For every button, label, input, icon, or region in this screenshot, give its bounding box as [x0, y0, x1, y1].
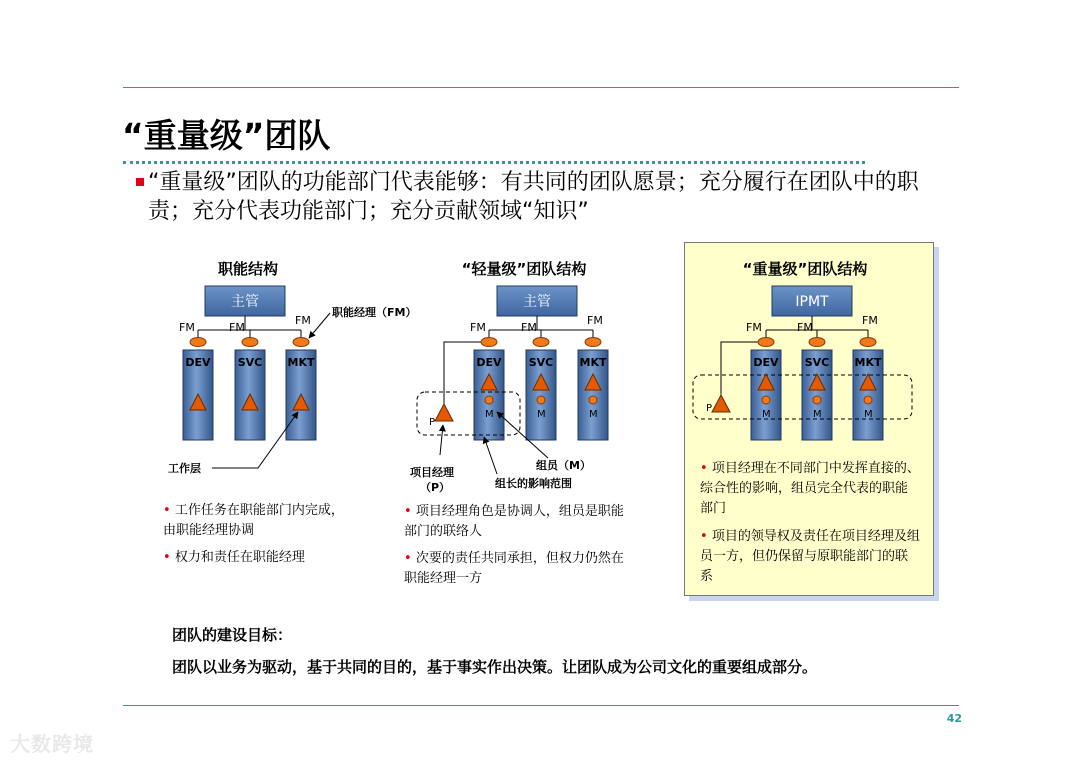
note-list — [404, 502, 636, 589]
note-item: • 项目经理角色是协调人，组员是职能部门的联络人 — [404, 504, 624, 539]
member-dot-icon — [537, 396, 545, 404]
page-number: 42 — [946, 712, 962, 725]
member-dot-icon — [485, 396, 493, 404]
head-label: IPMT — [795, 294, 829, 310]
member-label: M — [537, 409, 546, 420]
bullet-dot-icon: • — [700, 461, 712, 476]
functional-diagram — [168, 286, 416, 475]
member-callout: 组员（M） — [536, 459, 591, 472]
pm-triangle-icon — [712, 395, 730, 412]
dept-label: DEV — [185, 356, 211, 369]
diagram-title: “重量级”团队结构 — [742, 260, 868, 278]
dept-label: DEV — [476, 356, 502, 369]
pm-triangle-icon — [435, 404, 453, 421]
note-item: • 权力和责任在职能经理 — [163, 550, 305, 565]
fm-label: FM — [746, 321, 762, 334]
fm-label: FM — [797, 321, 813, 334]
fm-label: FM — [587, 314, 603, 327]
fm-label: FM — [521, 321, 537, 334]
bullet-dot-icon: • — [163, 550, 175, 565]
dept-label: MKT — [579, 356, 607, 369]
fm-label: FM — [295, 314, 311, 327]
influence-scope — [417, 392, 520, 435]
oval-icon — [585, 338, 601, 347]
work-layer-callout: 工作层 — [168, 462, 201, 475]
oval-icon — [481, 338, 497, 347]
note-item: • 工作任务在职能部门内完成，由职能经理协调 — [163, 503, 344, 538]
member-dot-icon — [589, 396, 597, 404]
member-dot-icon — [864, 396, 872, 404]
note-item: • 项目的领导权及责任在项目经理及组员一方，但仍保留与原职能部门的联系 — [700, 529, 920, 584]
note-item: • 项目经理在不同部门中发挥直接的、综合性的影响，组员完全代表的职能部门 — [700, 461, 920, 516]
lightweight-diagram — [410, 286, 608, 494]
oval-icon — [190, 338, 206, 347]
oval-icon — [860, 338, 876, 347]
scope-callout: 组长的影响范围 — [495, 477, 572, 490]
member-label: M — [864, 409, 873, 420]
member-dot-icon — [813, 396, 821, 404]
fm-label: FM — [179, 321, 195, 334]
bullet-dot-icon: • — [404, 504, 416, 519]
pm-abbr-callout: （P） — [420, 481, 451, 494]
dept-label: SVC — [528, 356, 554, 369]
head-label: 主管 — [523, 294, 551, 310]
member-label: M — [589, 409, 598, 420]
oval-icon — [533, 338, 549, 347]
bottom-rule — [123, 705, 959, 706]
dept-label: DEV — [753, 356, 779, 369]
oval-icon — [242, 338, 258, 347]
fm-label: FM — [470, 321, 486, 334]
head-label: 主管 — [231, 294, 259, 310]
note-item: • 次要的责任共同承担，但权力仍然在职能经理一方 — [404, 551, 624, 586]
oval-icon — [758, 338, 774, 347]
page-title: “重量级”团队 — [122, 116, 331, 155]
pm-callout: 项目经理 — [410, 466, 454, 479]
note-list — [163, 501, 353, 568]
diagram-title: 职能结构 — [217, 260, 278, 278]
fm-callout: 职能经理（FM） — [332, 306, 417, 319]
fm-label: FM — [229, 321, 245, 334]
intro-text: “重量级”团队的功能部门代表能够：有共同的团队愿景；充分履行在团队中的职责；充分代表功能部门；充分贡献领域“知识” — [148, 170, 919, 224]
oval-icon — [809, 338, 825, 347]
goal-text: 团队以业务为驱动，基于共同的目的，基于事实作出决策。让团队成为公司文化的重要组成部分。 — [172, 658, 818, 676]
pm-label: P — [706, 403, 713, 414]
dept-label: SVC — [237, 356, 263, 369]
oval-icon — [293, 338, 309, 347]
dept-label: MKT — [854, 356, 882, 369]
watermark: 大数跨境 — [10, 732, 94, 756]
bullet-dot-icon: • — [163, 503, 175, 518]
bullet-dot-icon: • — [700, 529, 712, 544]
fm-label: FM — [862, 314, 878, 327]
heavyweight-diagram — [693, 286, 912, 440]
member-label: M — [762, 409, 771, 420]
bullet-dot-icon: • — [404, 551, 416, 566]
dept-label: SVC — [804, 356, 830, 369]
member-label: M — [485, 409, 494, 420]
diagram-title: “轻量级”团队结构 — [461, 260, 587, 278]
dept-label: MKT — [287, 356, 315, 369]
goal-heading: 团队的建设目标： — [172, 626, 293, 644]
member-label: M — [813, 409, 822, 420]
member-dot-icon — [762, 396, 770, 404]
note-list — [700, 459, 920, 587]
pm-label: P — [429, 417, 436, 428]
